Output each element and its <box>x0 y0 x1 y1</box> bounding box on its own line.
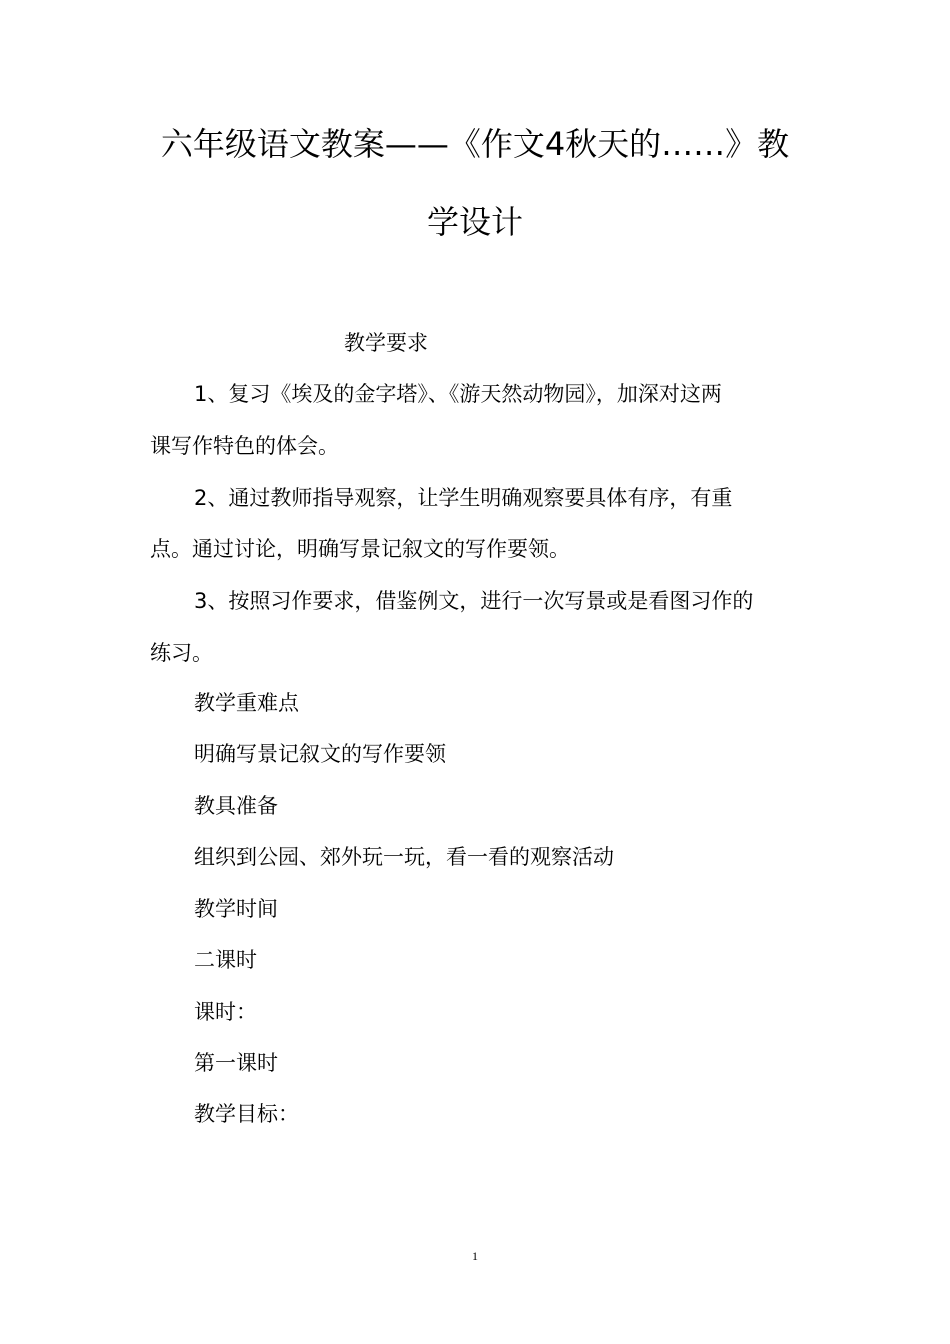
requirement-3-line-1: 3、按照习作要求，借鉴例文，进行一次写景或是看图习作的 <box>194 589 754 613</box>
time-text: 二课时 <box>194 948 257 972</box>
period-label: 课时： <box>194 1000 257 1024</box>
requirements-heading: 教学要求 <box>344 331 428 355</box>
requirement-3-line-2: 练习。 <box>150 641 213 665</box>
page-number: 1 <box>472 1249 478 1263</box>
requirement-2-line-2: 点。通过讨论，明确写景记叙文的写作要领。 <box>150 537 570 561</box>
time-heading: 教学时间 <box>194 897 278 921</box>
requirement-1-line-1: 1、复习《埃及的金字塔》、《游天然动物园》，加深对这两 <box>194 382 722 406</box>
key-points-heading: 教学重难点 <box>194 691 299 715</box>
requirement-2-line-1: 2、通过教师指导观察，让学生明确观察要具体有序，有重 <box>194 486 733 510</box>
requirement-1-line-2: 课写作特色的体会。 <box>150 434 339 458</box>
materials-heading: 教具准备 <box>194 794 278 818</box>
document-title-line-2: 学设计 <box>426 203 523 241</box>
key-points-text: 明确写景记叙文的写作要领 <box>194 742 446 766</box>
objectives-label: 教学目标： <box>194 1102 299 1126</box>
document-title-line-1: 六年级语文教案——《作文4秋天的……》教 <box>160 125 790 163</box>
materials-text: 组织到公园、郊外玩一玩，看一看的观察活动 <box>194 845 614 869</box>
first-period-heading: 第一课时 <box>194 1051 278 1075</box>
